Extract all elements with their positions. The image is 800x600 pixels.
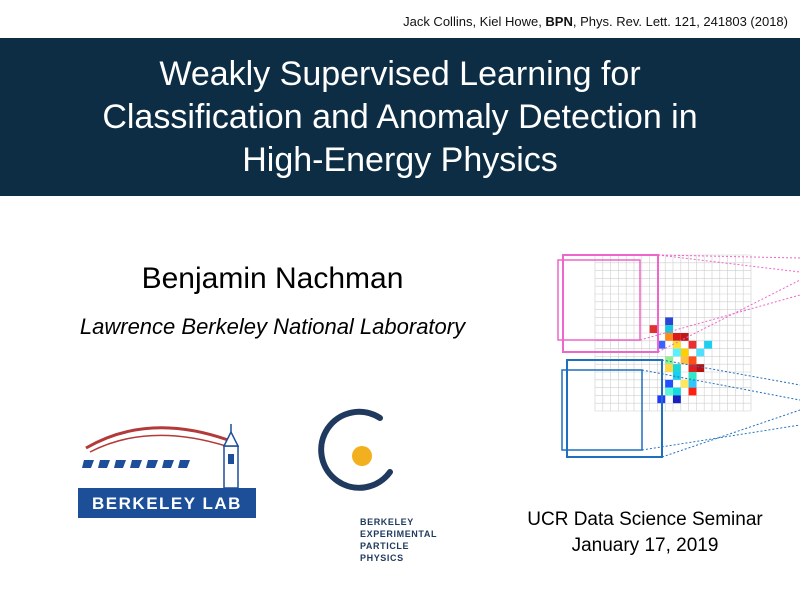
- jet-pixel: [689, 388, 697, 396]
- citation-author-bold: BPN: [545, 14, 573, 29]
- jet-pixel: [696, 349, 704, 357]
- bep-line-3: PARTICLE: [360, 541, 410, 551]
- seminar-name: UCR Data Science Seminar: [527, 509, 763, 530]
- jet-pixel: [689, 380, 697, 388]
- jet-pixel: [696, 364, 704, 372]
- jet-pixel: [681, 349, 689, 357]
- jet-pixel: [673, 333, 681, 341]
- jet-pixel: [689, 356, 697, 364]
- title-line-1: Weakly Supervised Learning for: [159, 54, 641, 93]
- seminar-info: [500, 507, 790, 559]
- jet-pixel: [673, 364, 681, 372]
- jet-pixel: [665, 364, 673, 372]
- author-name: Benjamin Nachman: [141, 262, 404, 295]
- citation-authors: Jack Collins, Kiel Howe,: [403, 14, 546, 29]
- blue-box-front: [562, 370, 642, 450]
- title-line-3: High-Energy Physics: [242, 140, 558, 179]
- blue-box-back: [567, 360, 662, 457]
- affiliation: Lawrence Berkeley National Laboratory: [79, 314, 466, 339]
- jet-pixel: [681, 356, 689, 364]
- lab-wordmark-box: [78, 488, 256, 518]
- jet-pixel: [704, 341, 712, 349]
- bep-line-2: EXPERIMENTAL: [360, 529, 438, 539]
- blue-projection-lines: [642, 360, 800, 457]
- lab-wordmark: BERKELEY LAB: [92, 494, 242, 513]
- bep-line-1: BERKELEY: [360, 517, 414, 527]
- jet-image-illustration: [555, 250, 800, 465]
- bep-line-4: PHYSICS: [360, 553, 404, 563]
- lab-flags-icon: [82, 460, 190, 468]
- jet-pixel: [665, 317, 673, 325]
- jet-pixel: [673, 395, 681, 403]
- jet-pixel: [673, 349, 681, 357]
- jet-pixel: [665, 333, 673, 341]
- jet-pixel: [665, 388, 673, 396]
- jet-pixel: [689, 341, 697, 349]
- jet-pixel: [650, 325, 658, 333]
- pink-box-front: [558, 260, 640, 340]
- citation: [403, 14, 788, 29]
- citation-journal: , Phys. Rev. Lett. 121, 241803 (2018): [572, 14, 788, 29]
- berkeley-lab-logo: [78, 410, 256, 520]
- jet-pixel: [665, 380, 673, 388]
- title-band: [0, 38, 800, 196]
- seminar-date: January 17, 2019: [571, 535, 719, 556]
- title-line-2: Classification and Anomaly Detection in: [102, 97, 698, 136]
- jet-pixel: [665, 325, 673, 333]
- lab-tower-icon: [224, 424, 238, 488]
- bep-logo-icon: [308, 402, 406, 500]
- bep-wordmark: [360, 516, 437, 564]
- jet-pixel: [673, 388, 681, 396]
- jet-pixel: [681, 380, 689, 388]
